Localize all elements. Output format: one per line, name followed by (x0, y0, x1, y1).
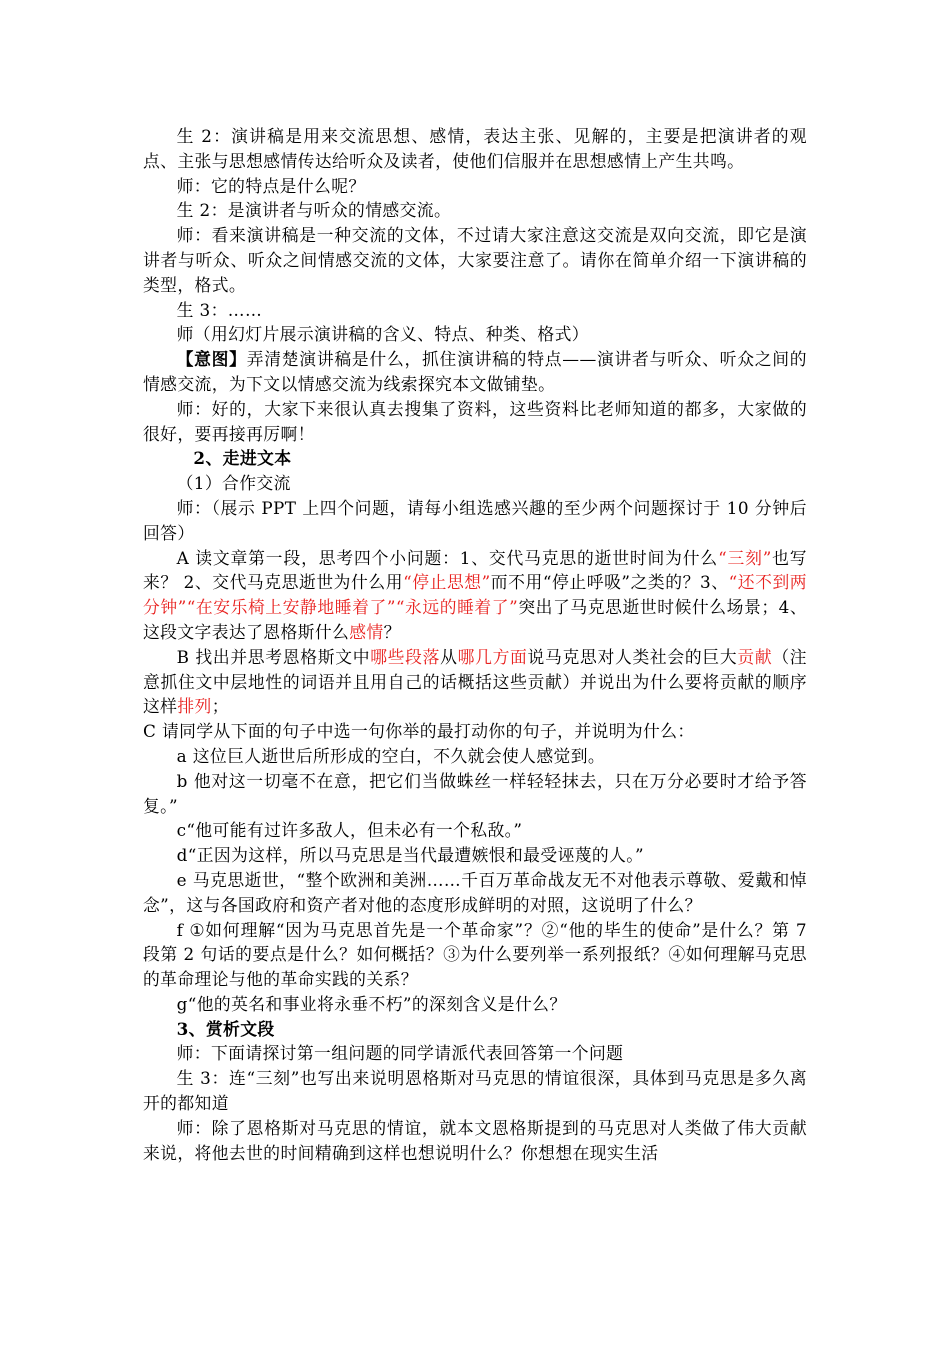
highlight-text: “三刻” (718, 547, 772, 568)
document-body (143, 124, 807, 1165)
paragraph: 师：好的，大家下来很认真去搜集了资料，这些资料比老师知道的都多，大家做的很好，要再接再厉啊！ (143, 398, 807, 444)
highlight-text: 哪些段落 (370, 646, 441, 667)
paragraph: 生 3：…… (176, 299, 263, 320)
paragraph: 生 3：连“三刻”也写出来说明恩格斯对马克思的情谊很深，具体到马克思是多久离开的都知道 (143, 1068, 807, 1114)
intent-tag: 【意图】 (176, 349, 247, 370)
sentence-option-f: f ①如何理解“因为马克思首先是一个革命家”？②“他的毕生的使命”是什么？第 7 段第 2 句话的要点是什么？如何概括？③为什么要列举一系列报纸？④如何理解马克思的革命理论与他的革命实践的关系？ (143, 919, 807, 990)
question-text: 突出了马克思逝世时候什么场景；4、这段文字表达了恩格斯什么 (143, 597, 808, 642)
question-b (143, 645, 807, 719)
question-text: ； (211, 696, 229, 717)
highlight-text: 贡献 (737, 646, 773, 667)
question-text: （注意抓住文中层地性的词语并且用自己的话概括这些贡献）并说出为什么要将贡献的顺序这样 (143, 646, 807, 717)
paragraph: 师（用幻灯片展示演讲稿的含义、特点、种类、格式） (176, 324, 589, 345)
highlight-text: 感情 (349, 621, 384, 642)
paragraph: 师：它的特点是什么呢？ (176, 175, 366, 196)
question-text: ？ (383, 621, 401, 642)
highlight-text: “停止思想” (403, 572, 491, 593)
paragraph: 师：除了恩格斯对马克思的情谊，就本文恩格斯提到的马克思对人类做了伟大贡献来说，将他去世的时间精确到这样也想说明什么？你想想在现实生活 (143, 1117, 807, 1163)
sentence-option-d: d“正因为这样，所以马克思是当代最遭嫉恨和最受诬蔑的人。” (176, 845, 645, 866)
intent-text: 弄清楚演讲稿是什么，抓住演讲稿的特点——演讲者与听众、听众之间的情感交流，为下文以情感交流为线索探究本文做铺垫。 (143, 349, 807, 394)
highlight-text: 排列 (177, 696, 212, 717)
highlight-text: “还不到两分钟”“在安乐椅上安静地睡着了”“永远的睡着了” (143, 572, 807, 618)
section-heading: 2、走进文本 (193, 448, 292, 469)
paragraph: 师：下面请探讨第一组问题的同学请派代表回答第一个问题 (176, 1043, 624, 1064)
paragraph: 生 2：演讲稿是用来交流思想、感情，表达主张、见解的，主要是把演讲者的观点、主张与思想感情传达给听众及读者，使他们信服并在思想感情上产生共鸣。 (143, 126, 807, 171)
sentence-option-b: b 他对这一切毫不在意，把它们当做蛛丝一样轻轻抹去，只在万分必要时才给予答复。” (143, 770, 807, 816)
question-text: A 读文章第一段，思考四个小问题：1、交代马克思的逝世时间为什么 (176, 547, 719, 568)
question-c: C 请同学从下面的句子中选一句你举的最打动你的句子，并说明为什么： (143, 721, 695, 742)
paragraph: 生 2：是演讲者与听众的情感交流。 (176, 200, 452, 221)
question-text: 而不用“停止呼吸”之类的？3、 (490, 572, 729, 593)
question-text: 也写来？ 2、交代马克思逝世为什么用 (143, 547, 807, 593)
question-text: 说马克思对人类社会的巨大 (527, 646, 738, 667)
highlight-text: 哪几方面 (457, 646, 528, 667)
paragraph: 师：看来演讲稿是一种交流的文体，不过请大家注意这交流是双向交流，即它是演讲者与听众、听众之间情感交流的文体，大家要注意了。请你在简单介绍一下演讲稿的类型，格式。 (143, 225, 807, 295)
intent-paragraph (143, 347, 807, 397)
sentence-option-g: g“他的英名和事业将永垂不朽”的深刻含义是什么？ (176, 993, 567, 1014)
paragraph: 师：（展示 PPT 上四个问题，请每小组选感兴趣的至少两个问题探讨于 10 分钟后回答） (143, 497, 807, 543)
question-a (143, 546, 807, 645)
section-heading: 3、赏析文段 (176, 1018, 275, 1039)
subsection-heading: （1）合作交流 (176, 473, 291, 494)
question-text: 从 (440, 646, 458, 667)
sentence-option-a: a 这位巨人逝世后所形成的空白，不久就会使人感觉到。 (176, 745, 606, 766)
question-text: B 找出并思考恩格斯文中 (176, 646, 371, 667)
sentence-option-e: e 马克思逝世，“整个欧洲和美洲……千百万革命战友无不对他表示尊敬、爱戴和悼念”，这与各国政府和资产者对他的态度形成鲜明的对照，这说明了什么？ (143, 869, 807, 915)
sentence-option-c: c“他可能有过许多敌人，但未必有一个私敌。” (176, 820, 523, 841)
